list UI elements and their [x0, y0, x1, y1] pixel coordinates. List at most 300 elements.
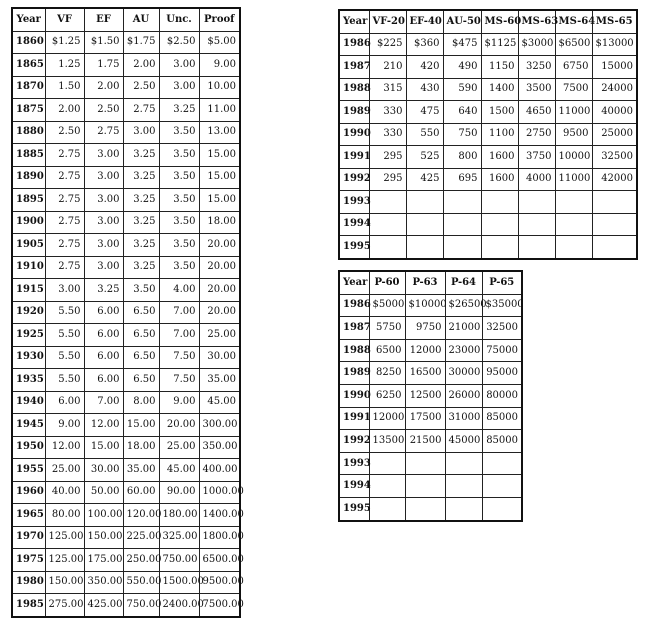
price-cell: 85000	[482, 407, 522, 430]
price-cell: 20.00	[199, 234, 240, 257]
price-cell	[592, 191, 637, 214]
price-cell: 5.50	[45, 301, 84, 324]
price-cell: 125.00	[45, 526, 84, 549]
price-cell: 315	[369, 78, 406, 101]
table-row	[339, 407, 522, 430]
year-cell: 1980	[12, 571, 45, 594]
price-cell: 225.00	[123, 526, 159, 549]
price-cell: 13500	[369, 430, 405, 453]
price-cell: 12.00	[84, 414, 123, 437]
price-cell: 9.00	[159, 391, 199, 414]
table-row	[339, 430, 522, 453]
price-cell	[445, 452, 482, 475]
price-cell: 330	[369, 101, 406, 124]
price-cell: 3.50	[159, 121, 199, 144]
price-cell: $6500	[555, 33, 592, 56]
price-cell: 25000	[592, 123, 637, 146]
price-cell: 210	[369, 56, 406, 79]
column-header: P-60	[369, 271, 405, 294]
column-header: Proof	[199, 8, 240, 31]
year-cell: 1950	[12, 436, 45, 459]
price-cell: $1.50	[84, 31, 123, 54]
column-header: VF	[45, 8, 84, 31]
price-cell: 3750	[518, 146, 555, 169]
price-cell: 15.00	[199, 189, 240, 212]
column-header: Unc.	[159, 8, 199, 31]
price-cell: 1800.00	[199, 526, 240, 549]
price-cell	[369, 497, 405, 520]
price-cell: 15.00	[199, 144, 240, 167]
price-cell: 31000	[445, 407, 482, 430]
price-cell: 11000	[555, 168, 592, 191]
price-cell: 3.50	[159, 234, 199, 257]
price-cell	[445, 497, 482, 520]
price-cell	[369, 236, 406, 259]
price-cell: 7.00	[159, 324, 199, 347]
table-row	[12, 189, 240, 212]
price-cell: 7.50	[159, 346, 199, 369]
price-cell: 1100	[481, 123, 518, 146]
price-cell: 2.50	[84, 99, 123, 122]
table-row	[339, 33, 637, 56]
price-cell: 26000	[445, 384, 482, 407]
price-cell: 12.00	[45, 436, 84, 459]
table-row	[339, 56, 637, 79]
price-cell: 1000.00	[199, 481, 240, 504]
price-cell: 1500	[481, 101, 518, 124]
price-cell: 430	[406, 78, 443, 101]
price-cell	[369, 191, 406, 214]
price-cell: 400.00	[199, 459, 240, 482]
table-row	[339, 317, 522, 340]
price-cell: 1.50	[45, 76, 84, 99]
price-cell: 6.00	[84, 324, 123, 347]
price-cell: 6.00	[84, 346, 123, 369]
price-cell: $475	[443, 33, 481, 56]
year-cell: 1935	[12, 369, 45, 392]
price-cell: 7500.00	[199, 594, 240, 617]
price-cell: $1125	[481, 33, 518, 56]
year-cell: 1989	[339, 101, 369, 124]
price-cell: 3.25	[123, 189, 159, 212]
table-row	[12, 121, 240, 144]
price-cell: 100.00	[84, 504, 123, 527]
price-cell: 12000	[405, 339, 445, 362]
price-cell: 325.00	[159, 526, 199, 549]
price-cell: 21000	[445, 317, 482, 340]
table-row	[339, 497, 522, 520]
price-cell: 4000	[518, 168, 555, 191]
column-header: P-63	[405, 271, 445, 294]
price-cell: 1400.00	[199, 504, 240, 527]
price-cell: 3.25	[123, 211, 159, 234]
table-row	[339, 384, 522, 407]
price-cell: 695	[443, 168, 481, 191]
price-cell: 3.00	[159, 54, 199, 77]
price-cell: 18.00	[123, 436, 159, 459]
table-row	[339, 191, 637, 214]
price-cell: 6500.00	[199, 549, 240, 572]
price-cell: 1150	[481, 56, 518, 79]
price-cell: 425.00	[84, 594, 123, 617]
price-cell	[481, 236, 518, 259]
price-cell: 25.00	[199, 324, 240, 347]
year-cell: 1988	[339, 78, 369, 101]
price-cell: 1600	[481, 168, 518, 191]
price-cell	[405, 497, 445, 520]
price-cell: 1500.00	[159, 571, 199, 594]
price-cell: 20.00	[199, 256, 240, 279]
column-header: AU-50	[443, 10, 481, 33]
table-row	[339, 213, 637, 236]
price-cell: $13000	[592, 33, 637, 56]
price-cell: 16500	[405, 362, 445, 385]
price-cell: 475	[406, 101, 443, 124]
price-cell: 32500	[482, 317, 522, 340]
price-cell: 9750	[405, 317, 445, 340]
table-row	[12, 594, 240, 617]
table-row	[12, 234, 240, 257]
price-cell: 3.50	[159, 189, 199, 212]
column-header: MS-65	[592, 10, 637, 33]
price-table-1860-1985	[11, 7, 244, 618]
price-cell: 13.00	[199, 121, 240, 144]
table-row	[12, 504, 240, 527]
table-row	[339, 101, 637, 124]
price-cell: 42000	[592, 168, 637, 191]
year-cell: 1865	[12, 54, 45, 77]
year-cell: 1970	[12, 526, 45, 549]
header-row	[12, 8, 240, 31]
price-cell: 40.00	[45, 481, 84, 504]
price-cell: 175.00	[84, 549, 123, 572]
price-cell: 3.00	[45, 279, 84, 302]
year-cell: 1987	[339, 317, 369, 340]
price-cell: $1.25	[45, 31, 84, 54]
year-cell: 1988	[339, 339, 369, 362]
price-cell	[518, 213, 555, 236]
table-row	[339, 168, 637, 191]
year-cell: 1870	[12, 76, 45, 99]
price-cell: 21500	[405, 430, 445, 453]
price-cell: 590	[443, 78, 481, 101]
table-row	[12, 144, 240, 167]
year-cell: 1940	[12, 391, 45, 414]
price-cell: 80000	[482, 384, 522, 407]
price-cell: 3.00	[84, 166, 123, 189]
price-cell	[406, 213, 443, 236]
price-cell: 6.50	[123, 369, 159, 392]
year-cell: 1985	[12, 594, 45, 617]
price-cell: 6.00	[45, 391, 84, 414]
price-cell: 17500	[405, 407, 445, 430]
price-cell: 2.75	[45, 256, 84, 279]
price-cell: 20.00	[199, 301, 240, 324]
price-cell: 3.50	[159, 256, 199, 279]
price-cell: 295	[369, 146, 406, 169]
price-cell: 550	[406, 123, 443, 146]
price-cell	[518, 236, 555, 259]
year-cell: 1989	[339, 362, 369, 385]
column-header: AU	[123, 8, 159, 31]
year-cell: 1860	[12, 31, 45, 54]
price-cell: 2.75	[45, 166, 84, 189]
table-row	[12, 571, 240, 594]
year-cell: 1880	[12, 121, 45, 144]
price-cell: 3.25	[123, 144, 159, 167]
year-cell: 1994	[339, 213, 369, 236]
year-cell: 1920	[12, 301, 45, 324]
price-cell: 12500	[405, 384, 445, 407]
year-cell: 1991	[339, 146, 369, 169]
table-row	[12, 324, 240, 347]
price-cell: 150.00	[84, 526, 123, 549]
year-cell: 1993	[339, 452, 369, 475]
column-header: MS-63	[518, 10, 555, 33]
table-row	[12, 99, 240, 122]
column-header: P-64	[445, 271, 482, 294]
price-cell: 6.50	[123, 324, 159, 347]
column-header: MS-64	[555, 10, 592, 33]
table-row	[339, 339, 522, 362]
price-cell: 425	[406, 168, 443, 191]
price-cell	[443, 191, 481, 214]
price-cell: 85000	[482, 430, 522, 453]
price-cell	[443, 213, 481, 236]
column-header: VF-20	[369, 10, 406, 33]
price-cell: 3.00	[84, 144, 123, 167]
price-cell: 525	[406, 146, 443, 169]
price-cell: 295	[369, 168, 406, 191]
price-cell: 9500.00	[199, 571, 240, 594]
price-cell: 7500	[555, 78, 592, 101]
price-cell: 2.75	[123, 99, 159, 122]
price-cell: 800	[443, 146, 481, 169]
price-cell: 4650	[518, 101, 555, 124]
price-cell: 640	[443, 101, 481, 124]
price-cell: $2.50	[159, 31, 199, 54]
price-cell: 6500	[369, 339, 405, 362]
header-row	[339, 10, 637, 33]
price-cell: 750.00	[159, 549, 199, 572]
price-cell: 80.00	[45, 504, 84, 527]
year-cell: 1991	[339, 407, 369, 430]
price-cell: 250.00	[123, 549, 159, 572]
year-cell: 1994	[339, 475, 369, 498]
price-cell: 20.00	[199, 279, 240, 302]
price-cell: 9.00	[45, 414, 84, 437]
price-cell: 1400	[481, 78, 518, 101]
price-cell	[405, 475, 445, 498]
price-cell: $225	[369, 33, 406, 56]
price-cell: 6750	[555, 56, 592, 79]
price-cell: 8.00	[123, 391, 159, 414]
table-row	[12, 436, 240, 459]
table-row	[12, 414, 240, 437]
year-cell: 1992	[339, 168, 369, 191]
price-cell: 6.00	[84, 301, 123, 324]
price-cell	[406, 236, 443, 259]
header-row	[339, 271, 522, 294]
price-cell: 550.00	[123, 571, 159, 594]
year-cell: 1990	[339, 123, 369, 146]
price-cell: 30000	[445, 362, 482, 385]
price-cell: 2.00	[123, 54, 159, 77]
price-cell: 35.00	[123, 459, 159, 482]
year-cell: 1986	[339, 294, 369, 317]
price-cell: 30.00	[84, 459, 123, 482]
price-cell: 3.25	[123, 234, 159, 257]
price-cell: 330	[369, 123, 406, 146]
price-cell: 3.50	[159, 144, 199, 167]
price-cell	[481, 213, 518, 236]
price-cell: 2.00	[84, 76, 123, 99]
price-cell	[482, 475, 522, 498]
table-row	[339, 78, 637, 101]
price-cell: 3.00	[84, 189, 123, 212]
price-cell: 50.00	[84, 481, 123, 504]
price-cell: 7.00	[159, 301, 199, 324]
price-table-proofs-1986-1995	[338, 270, 523, 522]
price-cell	[369, 452, 405, 475]
table-row	[12, 54, 240, 77]
price-cell	[518, 191, 555, 214]
column-header: EF-40	[406, 10, 443, 33]
price-cell	[592, 213, 637, 236]
column-header: Year	[339, 10, 369, 33]
price-cell: 3.25	[123, 166, 159, 189]
price-cell: 3.00	[84, 211, 123, 234]
price-cell: 1.75	[84, 54, 123, 77]
year-cell: 1905	[12, 234, 45, 257]
price-cell: 490	[443, 56, 481, 79]
table-row	[12, 166, 240, 189]
table-row	[12, 391, 240, 414]
year-cell: 1986	[339, 33, 369, 56]
price-cell: 45000	[445, 430, 482, 453]
price-cell	[405, 452, 445, 475]
table-row	[339, 294, 522, 317]
price-cell: 3.50	[159, 211, 199, 234]
price-cell: $5.00	[199, 31, 240, 54]
price-cell: 5.50	[45, 346, 84, 369]
column-header: P-65	[482, 271, 522, 294]
price-cell: 1600	[481, 146, 518, 169]
table-row	[12, 459, 240, 482]
table-row	[12, 369, 240, 392]
price-cell: 120.00	[123, 504, 159, 527]
table-row	[12, 526, 240, 549]
price-cell: 3.25	[84, 279, 123, 302]
price-cell	[369, 475, 405, 498]
price-cell	[369, 213, 406, 236]
price-cell: 25.00	[45, 459, 84, 482]
price-cell: 24000	[592, 78, 637, 101]
year-cell: 1990	[339, 384, 369, 407]
price-cell: 32500	[592, 146, 637, 169]
price-cell: 2.50	[123, 76, 159, 99]
price-cell: 11.00	[199, 99, 240, 122]
price-cell: 5750	[369, 317, 405, 340]
table-row	[12, 279, 240, 302]
price-cell: 60.00	[123, 481, 159, 504]
price-cell: 15.00	[84, 436, 123, 459]
price-cell: 300.00	[199, 414, 240, 437]
year-cell: 1965	[12, 504, 45, 527]
table-row	[12, 76, 240, 99]
price-cell: $3000	[518, 33, 555, 56]
price-cell: 25.00	[159, 436, 199, 459]
table-row	[12, 301, 240, 324]
price-cell	[445, 475, 482, 498]
price-cell: 15000	[592, 56, 637, 79]
year-cell: 1925	[12, 324, 45, 347]
price-cell: 6250	[369, 384, 405, 407]
price-cell: 1.25	[45, 54, 84, 77]
price-cell: 2.75	[84, 121, 123, 144]
price-cell: 9500	[555, 123, 592, 146]
price-cell: 2.75	[45, 234, 84, 257]
price-cell: 6.50	[123, 301, 159, 324]
price-cell	[555, 191, 592, 214]
year-cell: 1900	[12, 211, 45, 234]
table-row	[339, 146, 637, 169]
price-cell: 125.00	[45, 549, 84, 572]
price-cell: 3250	[518, 56, 555, 79]
price-cell: 20.00	[159, 414, 199, 437]
table-row	[339, 452, 522, 475]
column-header: EF	[84, 8, 123, 31]
price-cell: 15.00	[123, 414, 159, 437]
price-cell: $10000	[405, 294, 445, 317]
price-cell: 18.00	[199, 211, 240, 234]
price-cell: 95000	[482, 362, 522, 385]
table-row	[339, 123, 637, 146]
year-cell: 1885	[12, 144, 45, 167]
price-cell: 12000	[369, 407, 405, 430]
price-cell	[481, 191, 518, 214]
table-row	[12, 346, 240, 369]
price-table-business-strikes-1986-1995	[338, 9, 638, 260]
price-cell	[482, 452, 522, 475]
price-cell: 90.00	[159, 481, 199, 504]
price-cell: $1.75	[123, 31, 159, 54]
year-cell: 1995	[339, 497, 369, 520]
price-cell: 2.75	[45, 144, 84, 167]
price-cell: 3.00	[84, 256, 123, 279]
price-cell: 3.00	[123, 121, 159, 144]
price-cell	[592, 236, 637, 259]
price-cell	[482, 497, 522, 520]
year-cell: 1995	[339, 236, 369, 259]
year-cell: 1945	[12, 414, 45, 437]
year-cell: 1992	[339, 430, 369, 453]
year-cell: 1875	[12, 99, 45, 122]
price-cell: 5.50	[45, 369, 84, 392]
year-cell: 1987	[339, 56, 369, 79]
table-row	[12, 481, 240, 504]
price-cell: 2.50	[45, 121, 84, 144]
price-cell: 3.25	[123, 256, 159, 279]
price-cell: $35000	[482, 294, 522, 317]
price-cell: 30.00	[199, 346, 240, 369]
price-cell: 45.00	[199, 391, 240, 414]
price-cell: 3500	[518, 78, 555, 101]
table-row	[12, 31, 240, 54]
table-row	[12, 211, 240, 234]
year-cell: 1960	[12, 481, 45, 504]
price-cell: 350.00	[84, 571, 123, 594]
